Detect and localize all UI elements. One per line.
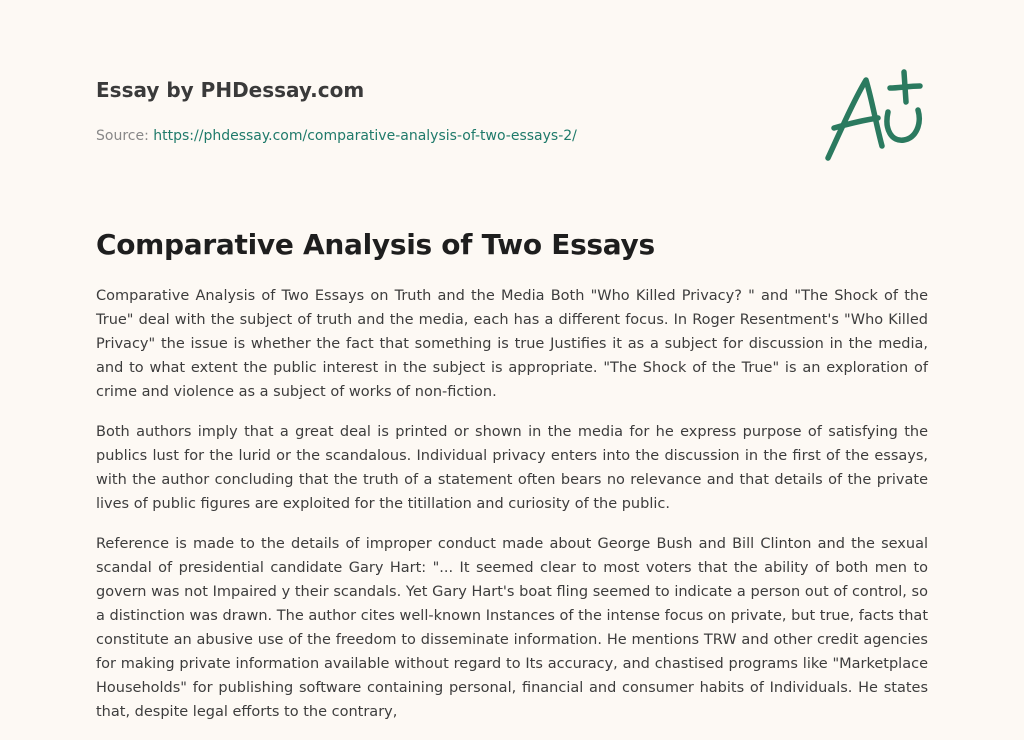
a-plus-grade-icon bbox=[818, 66, 930, 166]
essay-title: Comparative Analysis of Two Essays bbox=[96, 228, 655, 261]
essay-paragraph: Comparative Analysis of Two Essays on Truth and the Media Both "Who Killed Privacy? " and "The Shock of the True" deal with the subject of truth and the media, each has a different focus. In Roger Resentment's "Who Killed Privacy" the issue is whether the fact that something is true Justifies it as a subject for discussion in the media, and to what extent the public interest in the subject is appropriate. "The Shock of the True" is an exploration of crime and violence as a subject of works of non-fiction. bbox=[96, 288, 928, 400]
essay-paragraph: Reference is made to the details of improper conduct made about George Bush and Bill Clinton and the sexual scandal of presidential candidate Gary Hart: "... It seemed clear to most voters that the ability of both men to govern was not Impaired y their scandals. Yet Gary Hart's boat fling seemed to indicate a person out of control, so a distinction was drawn. The author cites well-known Instances of the intense focus on private, but true, facts that constitute an abusive use of the freedom to disseminate information. He mentions TRW and other credit agencies for making private information available without regard to Its accuracy, and chastised programs like "Marketplace Households" for publishing software containing personal, financial and consumer habits of Individuals. He states that, despite legal efforts to the contrary, bbox=[96, 536, 929, 720]
essay-paragraph: Both authors imply that a great deal is printed or shown in the media for he express purpose of satisfying the publics lust for the lurid or the scandalous. Individual privacy enters into the discussion in the first of the essays, with the author concluding that the truth of a statement often bears no relevance and that details of the private lives of public figures are exploited for the titillation and curiosity of the public. bbox=[96, 424, 928, 512]
source-line bbox=[96, 126, 796, 146]
brand-title: Essay by PHDessay.com bbox=[96, 78, 365, 102]
source-link[interactable]: https://phdessay.com/comparative-analysis-of-two-essays-2/ bbox=[153, 128, 577, 144]
essay-header bbox=[96, 74, 796, 146]
source-label: Source: bbox=[96, 128, 154, 144]
essay-body bbox=[96, 284, 928, 740]
